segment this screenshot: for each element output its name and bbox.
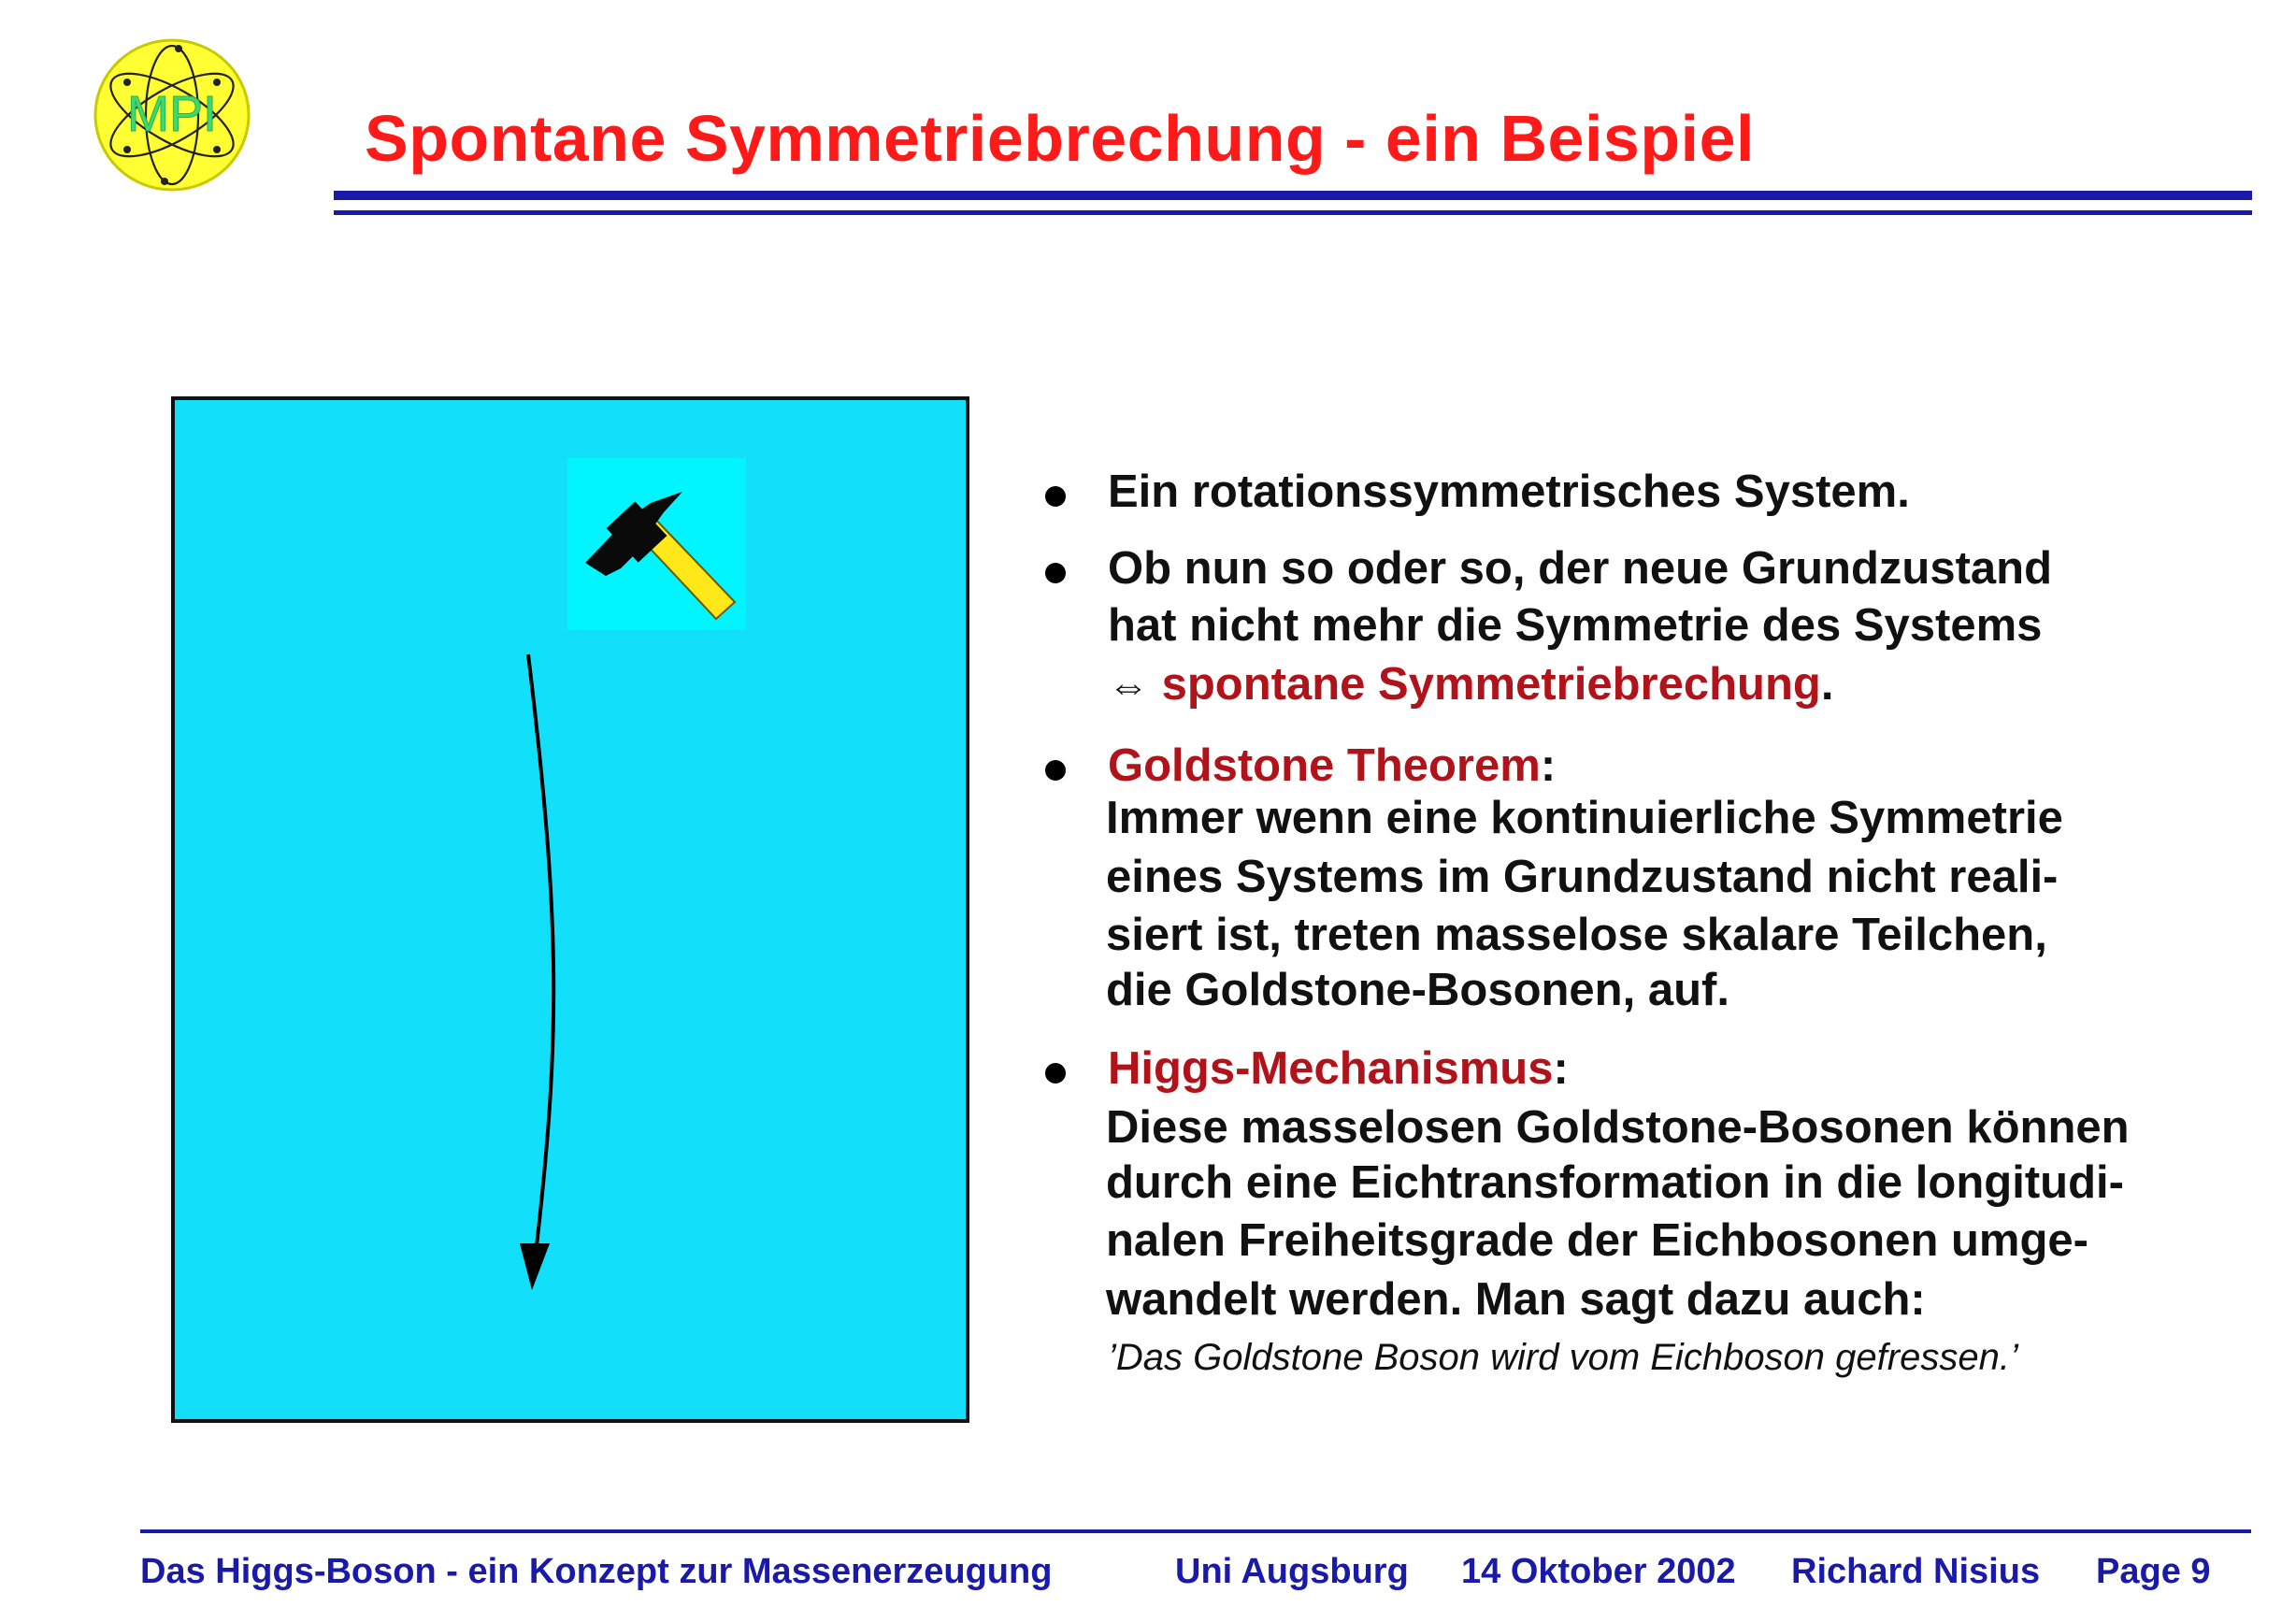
punctuation: : (1540, 740, 1557, 791)
bullet-heading (1108, 1040, 2281, 1098)
footer-date: 14 Oktober 2002 (1461, 1552, 1736, 1591)
bullet-line: Immer wenn eine kontinuierliche Symmetrie (1106, 793, 2063, 843)
bullet-line: durch eine Eichtransformation in die longitudi- (1106, 1157, 2124, 1208)
bullet-line: nalen Freiheitsgrade der Eichbosonen umge- (1106, 1215, 2088, 1266)
footer-author: Richard Nisius (1791, 1552, 2041, 1591)
bullet-line: die Goldstone-Bosonen, auf. (1106, 965, 1729, 1015)
term-goldstone-theorem: Goldstone Theorem (1108, 740, 1541, 791)
bullet-dot (1045, 486, 1066, 507)
title-rule-thick (334, 191, 2252, 200)
term-higgs-mechanismus: Higgs-Mechanismus (1108, 1043, 1554, 1094)
punctuation: : (1553, 1043, 1569, 1094)
footer-page-number: Page 9 (2096, 1552, 2211, 1591)
bullet-dot (1045, 1063, 1066, 1084)
footer-rule (140, 1529, 2251, 1533)
bullet-text: Ein rotationssymmetrisches System. (1108, 467, 1910, 517)
bullet-dot (1045, 760, 1066, 781)
bullet-heading (1108, 737, 2281, 795)
title-rule-thin (334, 210, 2252, 215)
footer-venue: Uni Augsburg (1175, 1552, 1409, 1591)
equivalence-symbol: ⇔ (1108, 663, 1149, 709)
bullet-line-conclusion (1108, 655, 2281, 715)
mpi-logo-icon (90, 36, 254, 194)
bullet-line: wandelt werden. Man sagt dazu auch: (1106, 1274, 1926, 1325)
bullet-line: eines Systems im Grundzustand nicht reali- (1106, 852, 2059, 902)
page-title: Spontane Symmetriebrechung - ein Beispiel (365, 102, 1755, 175)
bullet-dot (1045, 563, 1066, 583)
footer-talk-title: Das Higgs-Boson - ein Konzept zur Massenerzeugung (140, 1552, 1053, 1591)
bullet-line: Diese masselosen Goldstone-Bosonen können (1106, 1102, 2130, 1153)
arrow-down-icon (486, 645, 598, 1290)
svg-text:MPI: MPI (126, 86, 218, 142)
punctuation: . (1820, 659, 1834, 710)
term-spontane-symmetriebrechung: spontane Symmetriebrechung (1161, 659, 1821, 710)
bullet-line: Ob nun so oder so, der neue Grundzustand (1108, 543, 2053, 594)
quote: ’Das Goldstone Boson wird vom Eichboson gefressen.’ (1108, 1337, 2018, 1378)
bullet-line: siert ist, treten masselose skalare Teilchen, (1106, 910, 2047, 960)
bullet-line: hat nicht mehr die Symmetrie des Systems (1108, 600, 2043, 651)
hammer-icon (578, 471, 741, 625)
